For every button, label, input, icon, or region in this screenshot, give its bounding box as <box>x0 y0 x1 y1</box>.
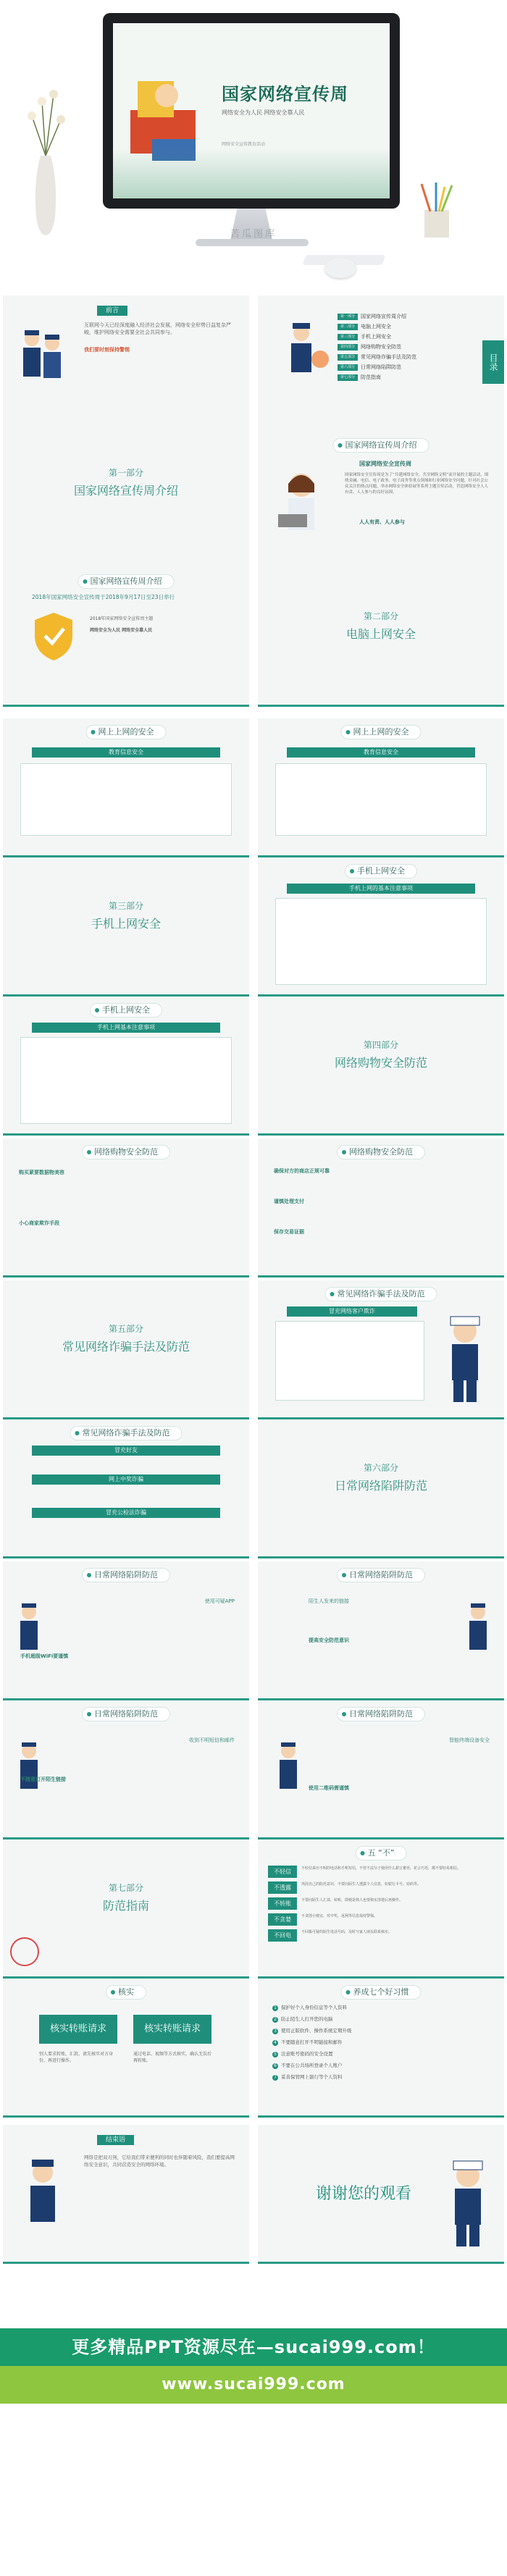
content-box <box>275 898 487 985</box>
preface-link: 我们要时刻保持警惕 <box>84 347 130 353</box>
section-bar: 手机上网基本注意事项 <box>32 1023 220 1033</box>
hero-screen-title: 国家网络宣传周 <box>222 84 348 104</box>
hero-screen-caption: 网络安全宣传教育活动 <box>222 142 266 147</box>
slide-header: 网上上网的安全 <box>342 726 421 739</box>
content-box <box>20 1037 232 1124</box>
footer-promo: 更多精品PPT资源尽在—sucai999.com！ <box>0 2328 507 2366</box>
intro-slogan: 人人有责、人人参与 <box>359 519 405 525</box>
slide-part6 <box>258 1419 504 1558</box>
slide-habits <box>258 1979 504 2118</box>
habit-item: 3 使用正版软件、操作系统定期升级 <box>272 2026 491 2035</box>
intro-subtitle: 国家网络安全宣传周 <box>359 461 411 467</box>
toc-item-label: 常见网络诈骗手法及防范 <box>361 354 416 360</box>
trap-caption: 不随意打开陌生链接 <box>20 1776 66 1782</box>
content-box <box>20 763 232 836</box>
trap-tag: 使用可疑APP <box>204 1598 235 1604</box>
police-officers-icon <box>16 324 67 382</box>
part-heading <box>258 610 504 642</box>
toc-item-tag: 第五部分 <box>338 354 358 361</box>
five-tag: 不贪婪 <box>268 1913 297 1926</box>
toc-side-label: 目录 <box>482 340 504 384</box>
verify-card: 核实转账请求 <box>39 2015 117 2044</box>
preface-title: 前言 <box>97 306 127 316</box>
slide-five-no <box>258 1839 504 1979</box>
part-title: 日常网络陷阱防范 <box>334 1479 427 1493</box>
habit-label: 不要在公共场所登录个人账户 <box>281 2063 343 2068</box>
slide-pc2 <box>258 718 504 857</box>
toc-item-tag: 第一部分 <box>338 314 358 320</box>
toc-item-tag: 第二部分 <box>338 324 358 330</box>
five-tag: 不回电 <box>268 1929 297 1942</box>
slide-header: 国家网络宣传周介绍 <box>79 575 174 588</box>
part-label: 第六部分 <box>363 1463 398 1473</box>
part-title: 国家网络宣传周介绍 <box>73 484 178 498</box>
slide-ending <box>3 2125 249 2264</box>
slide-thanks <box>258 2125 504 2264</box>
habit-item: 5 注意账号密码的安全设置 <box>272 2050 491 2058</box>
slide-header: 日常网络陷阱防范 <box>338 1708 424 1721</box>
verify-text: 别人要求转账、汇款，请先核实对方身份，再进行操作。 <box>39 2052 114 2063</box>
slide-part3 <box>3 857 249 997</box>
slide-trap4 <box>258 1700 504 1839</box>
slide-shop2 <box>258 1138 504 1277</box>
slide-header: 五 “不” <box>356 1847 406 1860</box>
footer-url[interactable]: www.sucai999.com <box>0 2366 507 2404</box>
ending-title: 结束语 <box>97 2135 134 2145</box>
five-text: 巩固自己的防范意识，不要向陌生人透露个人信息，如银行卡号、密码等。 <box>301 1882 422 1887</box>
part-label: 第一部分 <box>108 468 143 478</box>
part-label: 第四部分 <box>363 1040 398 1050</box>
part-heading <box>3 1881 249 1913</box>
slide-fraud2 <box>3 1419 249 1558</box>
part-label: 第七部分 <box>108 1883 143 1893</box>
verify-text: 通过电话、视频等方式核实，确认无误后再转账。 <box>133 2052 212 2063</box>
intro2-badge-text: 网络安全为人民 网络安全靠人民 <box>90 628 153 633</box>
shop2-question: 保存交易证据 <box>274 1229 304 1235</box>
part-label: 第五部分 <box>108 1324 143 1334</box>
part-title: 手机上网安全 <box>91 917 161 931</box>
stamp-seal-icon <box>10 1937 39 1966</box>
slide-part7 <box>3 1839 249 1979</box>
toc-item[interactable] <box>338 364 401 372</box>
slide-part1 <box>3 432 249 571</box>
slide-header: 日常网络陷阱防范 <box>83 1708 169 1721</box>
toc-item-label: 电脑上网安全 <box>361 324 391 330</box>
flower-vase-icon <box>25 87 67 239</box>
slide-header: 手机上网安全 <box>91 1004 162 1017</box>
slide-header: 核实 <box>106 1986 146 1999</box>
police-officer-icon <box>17 2154 68 2233</box>
part-heading <box>258 1039 504 1070</box>
shop2-question: 谨慎处理支付 <box>274 1199 304 1204</box>
slide-shop1 <box>3 1138 249 1277</box>
toc-item[interactable] <box>338 313 406 321</box>
habit-label: 不要随意打开不明链接和邮件 <box>281 2039 343 2045</box>
section-bar: 冒充网络客户欺诈 <box>287 1306 417 1317</box>
preface-text: 互联网今天已经深度融入经济社会发展，网络安全形势日益复杂严峻，维护网络安全需要全社会共同参与。 <box>84 322 231 335</box>
section-bar: 冒充公检法诈骗 <box>32 1508 220 1518</box>
slide-header: 网络购物安全防范 <box>338 1146 424 1159</box>
slide-header: 国家网络宣传周介绍 <box>334 439 429 452</box>
part-heading <box>258 1461 504 1493</box>
toc-item[interactable] <box>338 353 416 361</box>
toc-item-label: 手机上网安全 <box>361 334 391 340</box>
five-tag: 不透露 <box>268 1881 297 1894</box>
thanks-title: 谢谢您的观看 <box>316 2185 412 2203</box>
section-bar: 网上中奖诈骗 <box>32 1474 220 1485</box>
hero-banner <box>0 0 507 290</box>
trap-tag: 收到不明短信和邮件 <box>189 1737 235 1743</box>
verify-card: 核实转账请求 <box>133 2015 211 2044</box>
ending-text: 网络是把双刃剑，它给我们带来便利的同时也伴随着风险，我们要提高网络安全意识，共同营造安全的网络环境。 <box>84 2155 235 2168</box>
section-bar: 教育信息安全 <box>287 747 475 758</box>
toc-item-tag: 第七部分 <box>338 374 358 381</box>
habit-item: 6 不要在公共场所登录个人账户 <box>272 2061 491 2070</box>
toc-item[interactable] <box>338 343 401 351</box>
habit-label: 妥善保管网上银行等个人资料 <box>281 2074 343 2080</box>
content-box <box>275 763 487 836</box>
trap-tag: 智能终端设备安全 <box>449 1737 490 1743</box>
city-skyline <box>113 148 390 198</box>
slide-part2 <box>258 568 504 707</box>
slide-mobile1 <box>258 857 504 997</box>
toc-item[interactable] <box>338 323 391 331</box>
section-bar: 手机上网的基本注意事项 <box>287 884 475 894</box>
habit-item: 1 保护好个人身份信息等个人资料 <box>272 2003 491 2012</box>
shop1-question: 小心商家欺诈手段 <box>19 1220 59 1226</box>
slide-trap3 <box>3 1700 249 1839</box>
five-text: 不回拨可疑的陌生电话号码，及时与家人朋友联系核实。 <box>301 1930 393 1934</box>
police-officer-icon <box>13 1600 45 1651</box>
hero-screen-subtitle: 网络安全为人民 网络安全靠人民 <box>222 109 305 116</box>
part-label: 第二部分 <box>363 611 398 621</box>
slide-fraud1 <box>258 1280 504 1419</box>
trap-tag: 陌生人发来的链接 <box>309 1598 349 1604</box>
shop2-question: 确保对方的商店正规可靠 <box>274 1168 330 1174</box>
toc-item-tag: 第三部分 <box>338 334 358 340</box>
toc-item[interactable] <box>338 333 391 341</box>
slide-part4 <box>258 997 504 1136</box>
part-title: 防范指南 <box>102 1899 149 1913</box>
police-officer-icon <box>439 2154 497 2248</box>
slide-header: 网络购物安全防范 <box>83 1146 169 1159</box>
part-title: 电脑上网安全 <box>345 627 416 641</box>
slide-intro2 <box>3 568 249 707</box>
slide-mobile2 <box>3 997 249 1136</box>
part-title: 网络购物安全防范 <box>334 1056 427 1070</box>
toc-item[interactable] <box>338 374 381 382</box>
part-heading <box>3 466 249 498</box>
five-tag: 不转账 <box>268 1897 297 1910</box>
toc-item-label: 防范指南 <box>361 374 381 380</box>
shield-icon <box>32 610 75 662</box>
part-heading <box>3 899 249 931</box>
five-text: 不贪图小便宜，对中奖、返利等信息保持警惕。 <box>301 1914 378 1918</box>
police-officer-icon <box>280 317 330 382</box>
slide-trap2 <box>258 1561 504 1700</box>
five-tag: 不轻信 <box>268 1866 297 1878</box>
five-text: 不要向陌生人汇款、转账，即便是熟人也要核实清楚后再操作。 <box>301 1898 403 1902</box>
five-text: 不轻信来历不明的电话和手机短信，不管不法分子使用什么甜言蜜语、花言巧语，都不要轻易相信。 <box>301 1866 461 1871</box>
slide-toc <box>258 295 504 435</box>
slide-header: 日常网络陷阱防范 <box>83 1569 169 1582</box>
slide-header: 养成七个好习惯 <box>342 1986 421 1999</box>
trap-caption: 手机超级WiFi要谨慎 <box>20 1653 69 1659</box>
police-officer-icon <box>436 1309 494 1404</box>
section-bar: 冒充好友 <box>32 1446 220 1456</box>
slide-intro <box>258 432 504 571</box>
toc-item-tag: 第四部分 <box>338 344 358 351</box>
slide-preface <box>3 295 249 435</box>
monitor-base <box>196 239 309 246</box>
intro-text: 国家网络安全宣传周是为了“共建网络安全，共享网络文明”而开展的主题活动，围绕金融、电信、电子政务、电子商务等重点领域和行业网络安全问题，针对社会公众关注的热点问题，举办网络安全体验展等系列主题宣传活动，营造网络安全人人有责、人人参与的良好氛围。 <box>345 473 489 495</box>
habit-item: 7 妥善保管网上银行等个人资料 <box>272 2073 491 2081</box>
slide-header: 手机上网安全 <box>345 865 416 878</box>
mouse <box>324 258 356 278</box>
slide-verify <box>3 1979 249 2118</box>
slide-header: 常见网络诈骗手法及防范 <box>71 1427 182 1440</box>
toc-item-tag: 第六部分 <box>338 364 358 371</box>
habit-item: 4 不要随意打开不明链接和邮件 <box>272 2038 491 2047</box>
part-label: 第三部分 <box>108 901 143 911</box>
intro2-text: 2018年国家网络安全宣传周于2018年9月17日至23日举行 <box>32 594 175 600</box>
habit-label: 防止陌生人打开您的电脑 <box>281 2016 333 2022</box>
police-officer-icon <box>462 1600 494 1651</box>
slide-pc1 <box>3 718 249 857</box>
slide-header: 网上上网的安全 <box>87 726 166 739</box>
habit-label: 使用正版软件、操作系统定期升级 <box>281 2028 352 2034</box>
police-officer-icon <box>272 1740 304 1790</box>
slide-trap1 <box>3 1561 249 1700</box>
trap-caption: 提高安全防范意识 <box>309 1637 349 1643</box>
part-title: 常见网络诈骗手法及防范 <box>62 1340 190 1354</box>
section-bar: 教育信息安全 <box>32 747 220 758</box>
toc-item-label: 日常网络陷阱防范 <box>361 364 401 370</box>
intro2-badge-title: 2018年国家网络安全宣传周主题 <box>90 616 154 621</box>
part-heading <box>3 1322 249 1354</box>
habit-item: 2 防止陌生人打开您的电脑 <box>272 2015 491 2023</box>
slide-header: 日常网络陷阱防范 <box>338 1569 424 1582</box>
habit-label: 注意账号密码的安全设置 <box>281 2051 333 2057</box>
woman-officer-icon <box>272 463 330 536</box>
pencil-cup-icon <box>411 181 462 239</box>
toc-item-label: 网络购物安全防范 <box>361 344 401 350</box>
monitor-frame <box>103 13 400 209</box>
slide-part5 <box>3 1280 249 1419</box>
slide-header: 常见网络诈骗手法及防范 <box>326 1288 437 1301</box>
content-box <box>275 1321 424 1401</box>
shop1-question: 购买紧要数据物美容 <box>19 1170 64 1175</box>
brand-watermark: 苦瓜图库 <box>230 229 277 240</box>
trap-caption: 使用二维码需谨慎 <box>309 1785 349 1791</box>
habit-label: 保护好个人身份信息等个人资料 <box>281 2005 347 2010</box>
toc-item-label: 国家网络宣传周介绍 <box>361 314 406 319</box>
